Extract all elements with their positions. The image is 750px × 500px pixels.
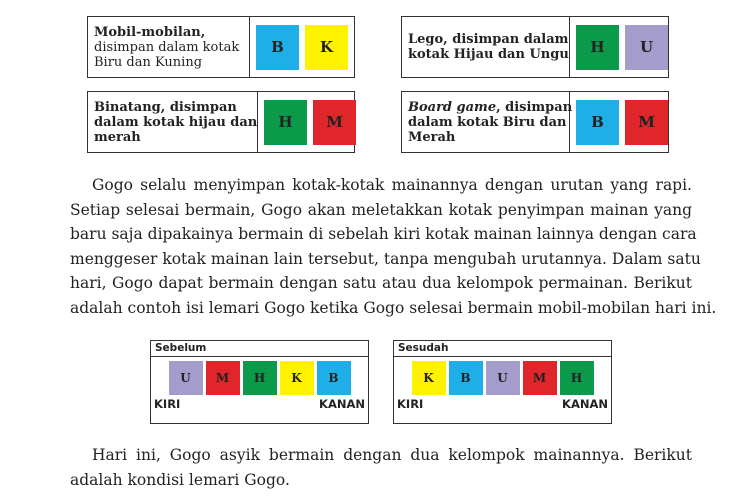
legend-line-rest: , disimpan [496, 99, 573, 115]
shelf-before [150, 340, 369, 424]
color-box: H [243, 361, 277, 395]
paragraph-line: Gogo selalu menyimpan kotak-kotak mainannya dengan urutan yang rapi. [92, 176, 692, 194]
color-box: K [412, 361, 446, 395]
shelf-title: Sebelum [151, 341, 368, 357]
legend-color-boxes [570, 92, 674, 152]
paragraph-line: menggeser kotak mainan lain tersebut, tanpa mengubah urutannya. Dalam satu [70, 249, 701, 268]
color-box: B [317, 361, 351, 395]
paragraph-line: hari, Gogo dapat bermain dengan satu atau dua kelompok permainan. Berikut [70, 274, 692, 292]
legend-board-game [401, 91, 669, 153]
paragraph-rules [70, 173, 717, 320]
legend-mobil-mobilan [87, 16, 355, 78]
legend-description [88, 92, 258, 152]
legend-binatang [87, 91, 355, 153]
paragraph-line: adalah contoh isi lemari Gogo ketika Gogo selesai bermain mobil-mobilan hari ini. [70, 298, 717, 317]
paragraph-line: adalah kondisi lemari Gogo. [70, 470, 290, 489]
shelf-title: Sesudah [394, 341, 611, 357]
legend-line: Lego, disimpan dalam [408, 32, 569, 47]
paragraph-line: Setiap selesai bermain, Gogo akan meletakkan kotak penyimpan mainan yang [70, 200, 692, 219]
color-box: U [169, 361, 203, 395]
right-label: KANAN [319, 397, 365, 411]
shelf-boxes [394, 361, 611, 395]
color-box: B [256, 25, 299, 70]
color-box: M [206, 361, 240, 395]
color-box: M [625, 100, 668, 145]
shelf-boxes [151, 361, 368, 395]
color-box: U [625, 25, 668, 70]
legend-description [402, 92, 573, 152]
legend-color-boxes [570, 17, 674, 77]
legend-color-boxes [258, 92, 362, 152]
left-label: KIRI [397, 397, 424, 411]
color-box: H [576, 25, 619, 70]
legend-line: Binatang, disimpan [94, 99, 237, 115]
paragraph-line: Hari ini, Gogo asyik bermain dengan dua kelompok mainannya. Berikut [92, 446, 692, 464]
legend-color-boxes [250, 17, 354, 77]
legend-line: Merah [408, 129, 456, 145]
shelf-after [393, 340, 612, 424]
paragraph-today [70, 443, 692, 492]
left-label: KIRI [154, 397, 181, 411]
legend-description [88, 17, 250, 77]
legend-line: dalam kotak hijau dan [94, 114, 258, 130]
color-box: K [305, 25, 348, 70]
paragraph-line: baru saja dipakainya bermain di sebelah kiri kotak mainan lainnya dengan cara [70, 225, 697, 243]
shelf-ends [151, 395, 368, 411]
color-box: M [523, 361, 557, 395]
color-box: H [560, 361, 594, 395]
right-label: KANAN [562, 397, 608, 411]
legend-lego [401, 16, 669, 78]
legend-description [402, 17, 570, 77]
shelf-ends [394, 395, 611, 411]
legend-line: Mobil-mobilan, [94, 24, 206, 40]
legend-line: merah [94, 129, 141, 145]
legend-line [408, 99, 573, 115]
legend-line: disimpan dalam kotak [94, 39, 240, 55]
legend-italic-term: Board game [408, 99, 497, 115]
legend-line: dalam kotak Biru dan [408, 114, 567, 130]
color-box: M [313, 100, 356, 145]
legend-line: Biru dan Kuning [94, 54, 203, 70]
legend-line: kotak Hijau dan Ungu [408, 47, 569, 62]
color-box: B [449, 361, 483, 395]
color-box: H [264, 100, 307, 145]
color-box: B [576, 100, 619, 145]
color-box: U [486, 361, 520, 395]
color-box: K [280, 361, 314, 395]
